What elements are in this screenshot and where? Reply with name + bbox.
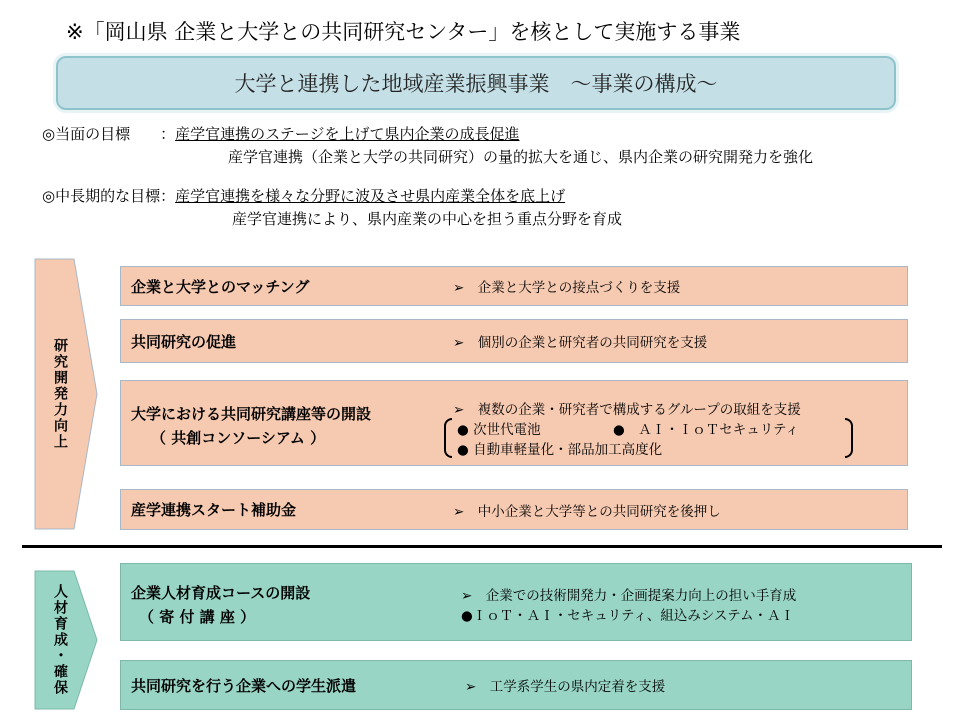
- talent-section-arrow: [34, 570, 98, 710]
- research-item-desc: ➢ 中小企業と大学等との共同研究を後押し: [453, 503, 721, 520]
- consortium-bullet-ai-iot: ● ＡＩ・ＩｏＴセキュリティ: [613, 422, 799, 438]
- research-item-desc: ➢ 企業と大学との接点づくりを支援: [453, 280, 681, 296]
- short-term-goal: [42, 124, 520, 145]
- bracket-right: [845, 418, 853, 458]
- talent-section-label: 人材育成・確保: [52, 584, 68, 696]
- research-item-matching: [120, 266, 908, 306]
- title-banner: [56, 56, 896, 110]
- research-section-label: 研究開発力向上: [52, 338, 68, 450]
- research-item-title: 大学における共同研究講座等の開設: [131, 405, 372, 423]
- talent-item-desc: ➢ 企業での技術開発力・企画提案力向上の担い手育成: [461, 588, 797, 604]
- talent-item-title: 共同研究を行う企業への学生派遣: [131, 676, 357, 695]
- bracket-left: [444, 418, 452, 458]
- talent-item-desc-bullet: ●ＩｏＴ・ＡＩ・セキュリティ、組込みシステム・ＡＩ: [461, 608, 795, 624]
- consortium-bullet-battery: ● 次世代電池: [457, 422, 541, 438]
- research-item-title: 企業と大学とのマッチング: [131, 277, 310, 296]
- talent-item-title: 企業人材育成コースの開設: [131, 584, 311, 602]
- long-term-goal-detail: 産学官連携により、県内産業の中心を担う重点分野を育成: [232, 210, 623, 228]
- research-item-consortium: [120, 380, 908, 466]
- section-divider: [22, 545, 942, 548]
- page-heading: ※「岡山県 企業と大学との共同研究センター」を核として実施する事業: [66, 20, 741, 44]
- research-item-subtitle: （ 共創コンソーシアム ）: [151, 429, 326, 447]
- short-term-goal-detail: 産学官連携（企業と大学の共同研究）の量的拡大を通じ、県内企業の研究開発力を強化: [228, 148, 814, 166]
- talent-item-course: [120, 563, 912, 641]
- research-item-title: 共同研究の促進: [131, 332, 237, 351]
- short-term-goal-main: 産学官連携のステージを上げて県内企業の成長促進: [175, 125, 520, 143]
- talent-item-desc: ➢ 工学系学生の県内定着を支援: [465, 679, 666, 695]
- long-term-goal: [42, 186, 565, 207]
- research-item-subsidy: [120, 489, 908, 530]
- long-term-goal-main: 産学官連携を様々な分野に波及させ県内産業全体を底上げ: [175, 187, 566, 205]
- research-item-desc: ➢ 個別の企業と研究者の共同研究を支援: [453, 335, 708, 351]
- long-term-goal-label: ◎中長期的な目標：: [42, 187, 176, 205]
- talent-item-subtitle: （ 寄 付 講 座 ）: [139, 608, 256, 626]
- consortium-bullet-automotive: ● 自動車軽量化・部品加工高度化: [457, 442, 663, 458]
- talent-item-student-dispatch: [120, 660, 912, 710]
- research-item-title: 産学連携スタート補助金: [131, 501, 297, 519]
- research-item-desc: ➢ 複数の企業・研究者で構成するグループの取組を支援: [453, 402, 801, 418]
- research-section-arrow: [34, 258, 98, 530]
- title-text: 大学と連携した地域産業振興事業 ～事業の構成～: [234, 72, 718, 96]
- short-term-goal-label: ◎当面の目標 ：: [42, 125, 176, 143]
- research-item-joint-research: [120, 319, 908, 363]
